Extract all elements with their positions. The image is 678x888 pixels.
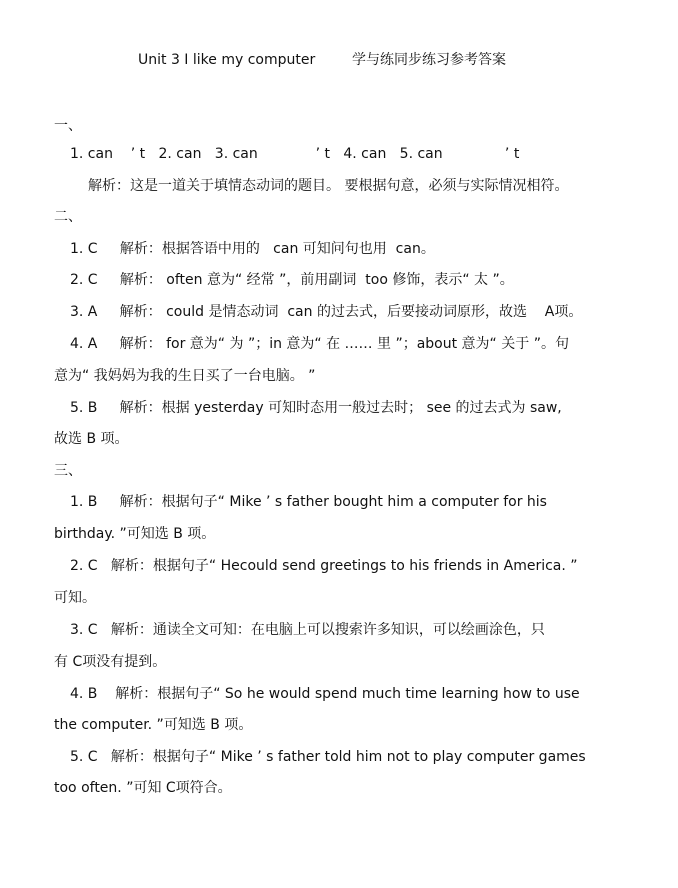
section-3-item-1-line-1: 1. B 解析：根据句子“ Mike ’ s father bought him a computer for his [70, 494, 547, 510]
section-3-item-4-line-1: 4. B 解析：根据句子“ So he would spend much time learning how to use [70, 686, 580, 702]
title-chinese: 学与练同步练习参考答案 [352, 52, 506, 68]
section-2-item-2: 2. C 解析： often 意为“ 经常 ”，前用副词 too 修饰，表示“ 太 ”。 [70, 272, 514, 288]
section-3-item-5-line-2: too often. ”可知 C项符合。 [54, 780, 232, 796]
section-3-item-2-line-2: 可知。 [54, 590, 96, 606]
section-3-marker: 三、 [54, 463, 82, 479]
section-2-item-1: 1. C 解析：根据答语中用的 can 可知问句也用 can。 [70, 241, 435, 257]
section-1-explanation: 解析：这是一道关于填情态动词的题目。 要根据句意，必须与实际情况相符。 [88, 178, 569, 194]
section-3-item-5-line-1: 5. C 解析：根据句子“ Mike ’ s father told him not to play computer games [70, 749, 586, 765]
section-2-marker: 二、 [54, 209, 82, 225]
section-3-item-3-line-2: 有 C项没有提到。 [54, 654, 167, 670]
section-1-answers: 1. can ’ t 2. can 3. can ’ t 4. can 5. can ’ t [70, 146, 520, 162]
section-2-item-3: 3. A 解析： could 是情态动词 can 的过去式，后要接动词原形，故选 A项。 [70, 304, 583, 320]
section-2-item-5-line-2: 故选 B 项。 [54, 431, 129, 447]
section-3-item-4-line-2: the computer. ”可知选 B 项。 [54, 717, 253, 733]
section-3-item-1-line-2: birthday. ”可知选 B 项。 [54, 526, 216, 542]
section-2-item-4-line-2: 意为“ 我妈妈为我的生日买了一台电脑。 ” [54, 368, 316, 384]
section-3-item-2-line-1: 2. C 解析：根据句子“ Hecould send greetings to his friends in America. ” [70, 558, 578, 574]
section-3-item-3-line-1: 3. C 解析：通读全文可知：在电脑上可以搜索许多知识，可以绘画涂色，只 [70, 622, 545, 638]
title-english: Unit 3 I like my computer [138, 52, 316, 68]
section-2-item-5-line-1: 5. B 解析：根据 yesterday 可知时态用一般过去时； see 的过去式为 saw, [70, 400, 562, 416]
document-title [0, 49, 678, 73]
section-2-item-4-line-1: 4. A 解析： for 意为“ 为 ”；in 意为“ 在 …… 里 ”；about 意为“ 关于 ”。句 [70, 336, 569, 352]
section-1-marker: 一、 [54, 118, 82, 134]
